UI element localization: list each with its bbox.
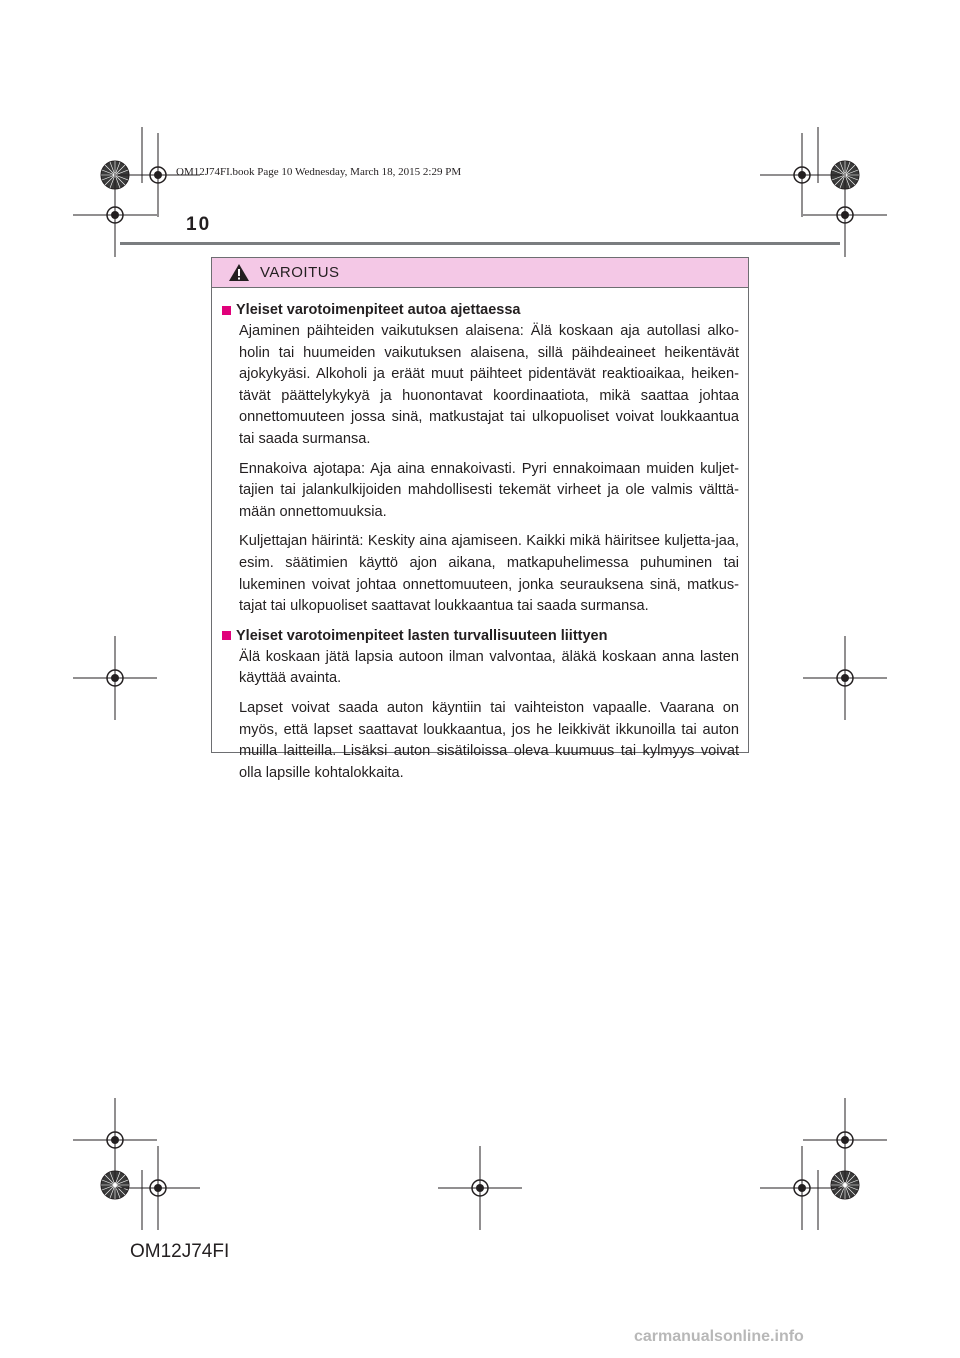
- warning-triangle-icon: [228, 263, 250, 282]
- warning-body: [212, 288, 748, 784]
- warning-section-driving: [222, 300, 739, 618]
- paragraph: Ajaminen päihteiden vaikutuksen alaisena: Älä koskaan aja autollasi alko-holin tai huumeiden vaikutuksen alaisena, sillä päihdeaineet heikentävät ajokykyäsi. Alkoholi ja eräät muut päihteet pidentävät reaktioaikaa, heiken-tävät päättelykykyä ja huonontavat koordinaatiota, mikä saattaa johtaa onnettomuuteen jossa sinä, matkustajat tai ulkopuoliset voivat loukkaantua tai saada surmansa.: [239, 323, 739, 447]
- section-bullet-icon: [222, 306, 231, 315]
- header-rule: [120, 242, 840, 245]
- model-code: OM12J74FI: [130, 1241, 230, 1262]
- warning-title: VAROITUS: [260, 264, 340, 281]
- page-number: 10: [186, 214, 212, 235]
- paragraph: Kuljettajan häirintä: Keskity aina ajamiseen. Kaikki mikä häiritsee kuljetta-jaa, esim. säätimien käyttö ajon aikana, matkapuhelimessa puhuminen tai lukeminen voivat johtaa onnettomuuteen, jonka seurauksena sinä, matkus-tajat tai ulkopuoliset saattavat loukkaantua tai saada surmansa.: [239, 533, 739, 615]
- section-bullet-icon: [222, 631, 231, 640]
- paragraph: Älä koskaan jätä lapsia autoon ilman valvontaa, äläkä koskaan anna lasten käyttää avainta.: [239, 648, 739, 687]
- paragraph: Ennakoiva ajotapa: Aja aina ennakoivasti. Pyri ennakoimaan muiden kuljet-tajien tai jalankulkijoiden mahdollisesti tekemät virheet ja ole valmis välttä-mään onnettomuuksia.: [239, 460, 739, 520]
- paragraph: Lapset voivat saada auton käyntiin tai vaihteiston vapaalle. Vaarana on myös, että lapset saattavat loukkaantua, jos he leikkivät ikkunoilla tai auton muilla laitteilla. Lisäksi auton sisätiloissa oleva kuumuus tai kylmyys voivat olla lapsille kohtalokkaita.: [239, 699, 739, 781]
- section-heading: Yleiset varotoimenpiteet autoa ajettaessa: [236, 302, 521, 318]
- section-heading: Yleiset varotoimenpiteet lasten turvallisuuteen liittyen: [236, 627, 608, 644]
- book-info-header: OM12J74FI.book Page 10 Wednesday, March 18, 2015 2:29 PM: [176, 166, 462, 178]
- warning-section-children: [222, 626, 739, 785]
- watermark: carmanualsonline.info: [634, 1328, 804, 1345]
- warning-box: [211, 257, 749, 781]
- warning-header: [212, 258, 748, 288]
